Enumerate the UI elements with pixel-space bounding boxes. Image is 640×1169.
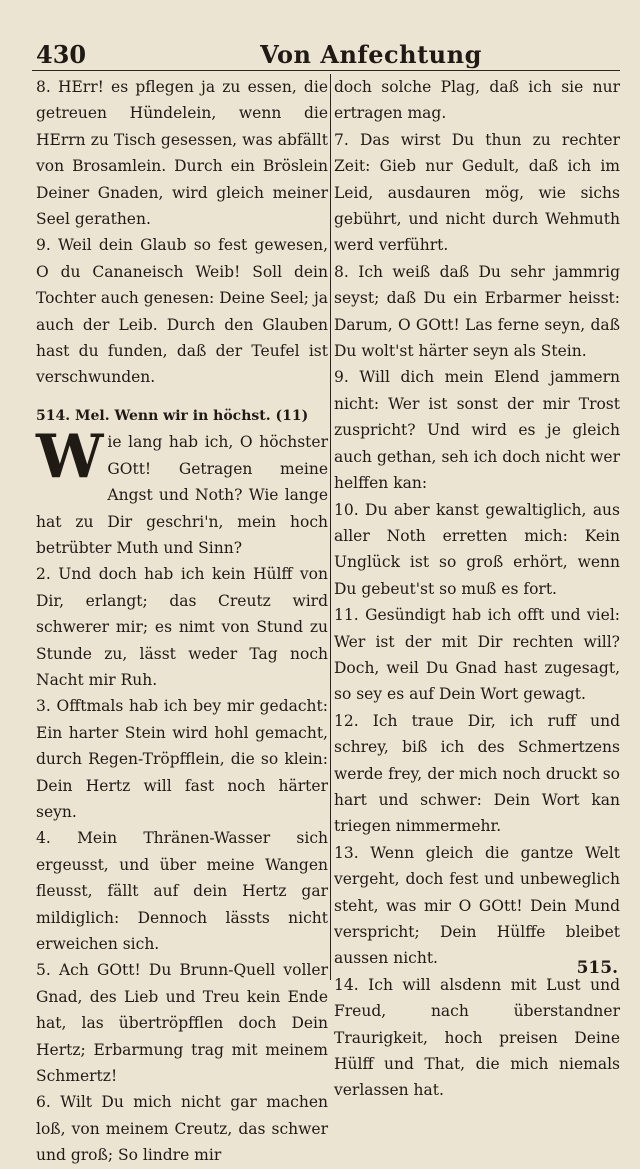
verse-paragraph: 5. Ach GOtt! Du Brunn-Quell voller Gnad, des Lieb und Treu kein Ende hat, las übertröpfflen doch Dein Hertz; Erbarmung trag mit meinem Schmertz! bbox=[36, 961, 328, 1086]
drop-cap: W bbox=[36, 422, 104, 493]
verse-paragraph: 9. Will dich mein Elend jammern nicht: Wer ist sonst der mir Trost zuspricht? Und wird es je gleich auch gethan, seh ich doch nicht wer helffen kan: bbox=[334, 368, 620, 493]
hymn-incipit bbox=[36, 422, 328, 561]
column-divider bbox=[330, 74, 331, 980]
verse-paragraph: 8. HErr! es pflegen ja zu essen, die getreuen Hündelein, wenn die HErrn zu Tisch gesessen, was abfällt von Brosamlein. Durch ein Bröslein Deiner Gnaden, wird gleich meiner Seel gerathen. bbox=[36, 78, 328, 229]
catchword: 515. bbox=[576, 958, 618, 978]
verse-paragraph: 9. Weil dein Glaub so fest gewesen, O du Cananeisch Weib! Soll dein Tochter auch genesen: Deine Seel; ja auch der Leib. Durch den Glauben hast du funden, daß der Teufel ist verschwunden. bbox=[36, 236, 328, 387]
page-number: 430 bbox=[36, 40, 87, 69]
left-column bbox=[36, 74, 328, 1169]
verse-paragraph: 13. Wenn gleich die gantze Welt vergeht, doch fest und unbeweglich steht, was mir O GOtt! Dein Mund verspricht; Dein Hülffe bleibet aussen nicht. bbox=[334, 843, 620, 968]
verse-paragraph: 4. Mein Thränen-Wasser sich ergeusst, und über meine Wangen fleusst, fällt auf dein Hertz gar mildiglich: Dennoch lässts nicht erweichen sich. bbox=[36, 829, 328, 953]
page-header bbox=[32, 38, 620, 71]
right-column bbox=[334, 74, 620, 1104]
hymn-heading: 514. Mel. Wenn wir in höchst. (11) bbox=[36, 407, 309, 424]
verse-paragraph: 8. Ich weiß daß Du sehr jammrig seyst; daß Du ein Erbarmer heisst: Darum, O GOtt! Las ferne seyn, daß Du wolt'st härter seyn als Stein. bbox=[334, 262, 620, 361]
verse-paragraph: 10. Du aber kanst gewaltiglich, aus aller Noth erretten mich: Kein Unglück ist so groß erhört, wenn Du gebeut'st so muß es fort. bbox=[334, 500, 620, 598]
verse-paragraph: 11. Gesündigt hab ich offt und viel: Wer ist der mit Dir rechten will? Doch, weil Du Gnad hast zugesagt, so sey es auf Dein Wort gewagt. bbox=[334, 606, 620, 704]
incipit-text: ie lang hab ich, O höchster GOtt! Getragen meine Angst und Noth? Wie lange hat zu Dir geschri'n, mein hoch betrübter Muth und Sinn? bbox=[36, 433, 328, 557]
verse-paragraph: 12. Ich traue Dir, ich ruff und schrey, biß ich des Schmertzens werde frey, der mich noch druckt so hart und schwer: Dein Wort kan triegen nimmermehr. bbox=[334, 711, 620, 836]
verse-paragraph: 6. Wilt Du mich nicht gar machen loß, von meinem Creutz, das schwer und groß; So lindre mir bbox=[36, 1093, 328, 1165]
verse-paragraph: 7. Das wirst Du thun zu rechter Zeit: Gieb nur Gedult, daß ich im Leid, ausdauren mög, wie sichs gebührt, und nicht durch Wehmuth werd verführt. bbox=[334, 130, 620, 255]
verse-paragraph: 3. Offtmals hab ich bey mir gedacht: Ein harter Stein wird hohl gemacht, durch Regen-Tröpfflein, die so klein: Dein Hertz will fast noch härter seyn. bbox=[36, 697, 328, 821]
running-title: Von Anfechtung bbox=[260, 40, 482, 69]
verse-paragraph: 2. Und doch hab ich kein Hülff von Dir, erlangt; das Creutz wird schwerer mir; es nimt von Stund zu Stunde zu, lässt weder Tag noch Nacht mir Ruh. bbox=[36, 565, 328, 689]
verse-paragraph: doch solche Plag, daß ich sie nur ertragen mag. bbox=[334, 78, 620, 123]
verse-paragraph: 14. Ich will alsdenn mit Lust und Freud, nach überstandner Traurigkeit, hoch preisen Deine Hülff und That, die mich niemals verlassen hat. bbox=[334, 975, 620, 1100]
